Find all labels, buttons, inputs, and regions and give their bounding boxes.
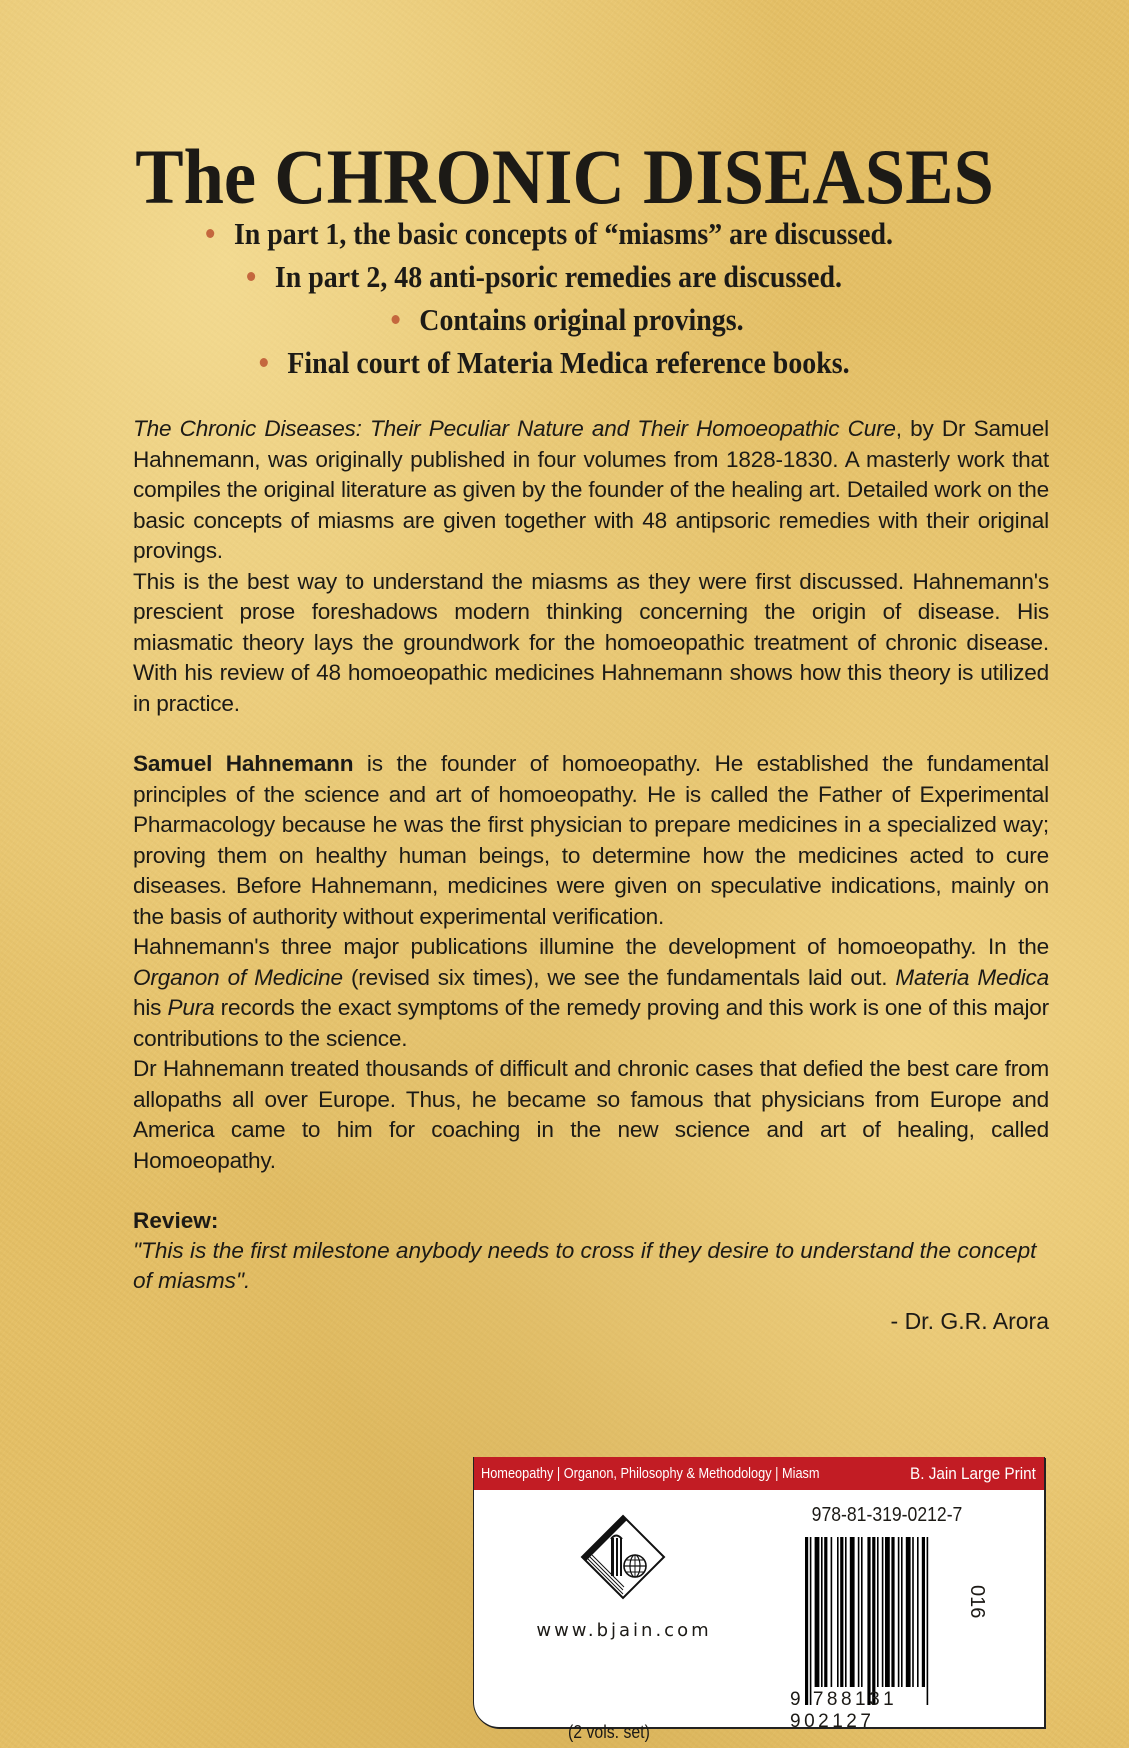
barcode-digits: 9 788131 902127 [790,1689,898,1732]
barcode-bar [810,1537,812,1705]
feature-list [0,212,1129,384]
barcode-bar [824,1537,827,1687]
description-paragraph-2: This is the best way to understand the miasms as they were first discussed. Hahnemann's prescient prose foreshadows modern thinking concerning the origin of disease. His miasmatic theory lays the groundwork for the homoeopathic treatment of chronic disease. With his review of 48 homoeopathic medicines Hahnemann shows how this theory is utilized in practice. [133,568,1049,716]
feature-item: Contains original provings. [62,298,1073,341]
bullet-dot-icon [247,272,255,281]
category-text: Homeopathy | Organon, Philosophy & Methodology | Miasm [481,1465,820,1482]
addon-code: 016 [966,1585,988,1619]
feature-item: In part 2, 48 anti-psoric remedies are discussed. [18,255,1070,298]
isbn-text: 978-81-319-0212-7 [811,1504,963,1526]
barcode-bar [906,1537,911,1687]
isbn-barcode [805,1537,981,1705]
barcode-bar [885,1537,890,1687]
barcode-bar [815,1537,820,1687]
publisher-website: www.bjain.com [536,1620,712,1641]
barcode-bar [861,1537,863,1687]
barcode-bar [845,1537,847,1687]
book-title: The CHRONIC DISEASES [135,133,994,220]
bio-paragraph-2: Hahnemann's three major publications illumine the development of homoeopathy. In the Organon of Medicine (revised six times), we see the fundamentals laid out. Materia Medica his Pura records the exact symptoms of the remedy proving and this work is one of this major contributions to the science. [133,934,1049,1051]
barcode-bar [840,1537,843,1687]
category-bar [474,1457,1044,1490]
barcode-bar [831,1537,833,1687]
barcode-bar [891,1537,894,1687]
feature-item: Final court of Materia Medica reference books. [37,341,1071,384]
bullet-dot-icon [259,358,267,367]
imprint-text: B. Jain Large Print [910,1463,1036,1483]
barcode-bar [821,1537,823,1687]
book-title-italic: The Chronic Diseases: Their Peculiar Nature and Their Homoeopathic Cure [133,416,896,441]
barcode-bar [837,1537,839,1687]
feature-item: In part 1, the basic concepts of “miasms” are discussed. [28,212,1071,255]
description-paragraph-1: The Chronic Diseases: Their Peculiar Nature and Their Homoeopathic Cure, by Dr Samuel Hahnemann, was originally published in four volumes from 1828-1830. A masterly work that compiles the original literature as given by the founder of the healing art. Detailed work on the basic concepts of miasms are given together with 48 antipsoric remedies with their original provings. [133,416,1049,563]
author-name: Samuel Hahnemann [133,751,354,776]
bio-paragraph-3: Dr Hahnemann treated thousands of difficult and chronic cases that defied the best care from allopaths all over Europe. Thus, he became so famous that physicians from Europe and America came to him for coaching in the new science and art of healing, called Homoeopathy. [133,1056,1049,1173]
barcode-bar [872,1537,875,1705]
review-heading: Review: [133,1208,219,1233]
bullet-dot-icon [206,229,214,238]
bjain-book-globe-logo-icon [578,1512,668,1602]
barcode-bar [867,1537,870,1705]
bullet-dot-icon [391,315,399,324]
blurb [133,414,1049,1336]
barcode-bar [882,1537,884,1687]
barcode-bar [912,1537,914,1687]
set-note: (2 vols. set) [568,1722,650,1742]
barcode-bar [927,1537,929,1705]
barcode-bar [898,1537,900,1687]
review-author: - Dr. G.R. Arora [890,1308,1049,1334]
barcode-bar [917,1537,919,1687]
barcode-bar [877,1537,879,1687]
review-quote: "This is the first milestone anybody needs to cross if they desire to understand the concept of miasms". [133,1238,1037,1293]
barcode-bar [805,1537,808,1705]
barcode-bar [922,1537,925,1687]
barcode-bar [858,1537,860,1687]
barcode-bar [901,1537,903,1687]
barcode-bar [850,1537,855,1687]
bio-paragraph-1: Samuel Hahnemann is the founder of homoeopathy. He established the fundamental principles of the science and art of homoeopathy. He is called the Father of Experimental Pharmacology because he was the first physician to prepare medicines in a specialized way; proving them on healthy human beings, to determine how the medicines acted to cure diseases. Before Hahnemann, medicines were given on speculative indications, mainly on the basis of authority without experimental verification. [133,751,1049,929]
